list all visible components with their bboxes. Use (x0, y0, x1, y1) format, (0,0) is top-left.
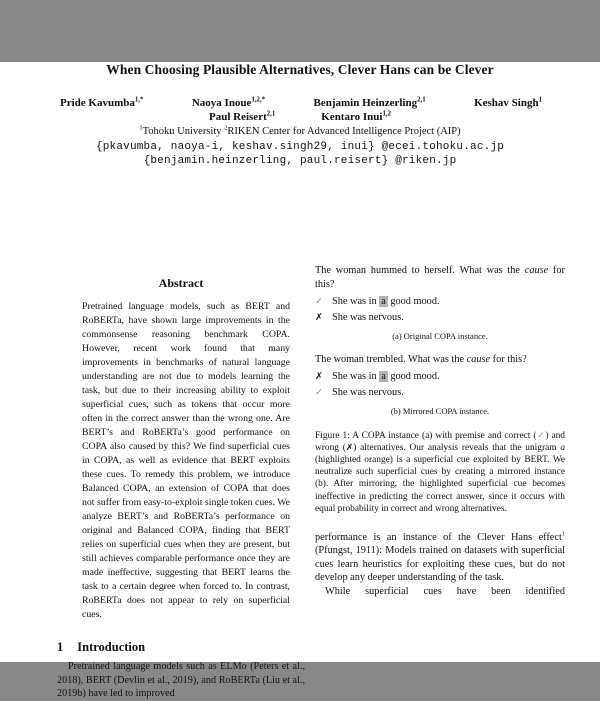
affiliation-line (0, 126, 600, 137)
abstract-text: Pretrained language models, such as BERT and RoBERTa, have shown large improvements in the commonsense reasoning benchmark COPA. However, recent work found that many improvements in benchmarks of natural language understanding are not due to models learning the task, but due to their increasing ability to exploit superficial cues, such as tokens that occur more often in the correct answer than the wrong one. Are BERT’s and RoBERTa’s good performance on COPA also caused by this? We find superficial cues in COPA, as well as evidence that BERT exploits these cues. To remedy this problem, we introduce Balanced COPA, an extension of COPA that does not suffer from easy-to-exploit single token cues. We analyze BERT’s and RoBERTa’s performance on original and Balanced COPA, finding that BERT relies on superficial cues when they are present, but still achieves comparable performance once they are made ineffective, suggesting that BERT learns the task to a certain degree when forced to. In contrast, RoBERTa does not appear to rely on superficial cues. (82, 301, 290, 620)
author-name: Paul Reisert (209, 111, 267, 123)
alt-segment: She was nervous. (332, 312, 404, 323)
alt-segment: She was in (332, 296, 380, 307)
cross-mark-icon: ✗ (345, 442, 354, 453)
author (209, 111, 275, 123)
wrong-alternative (315, 370, 565, 385)
author (321, 111, 391, 123)
section-heading-introduction (57, 640, 305, 655)
author-superscript: 2,1 (266, 110, 276, 118)
alternatives (315, 370, 565, 401)
author-name: Pride Kavumba (60, 97, 135, 109)
check-mark-icon: ✓ (315, 387, 323, 398)
alt-segment: She was in (332, 371, 380, 382)
cross-mark-icon: ✗ (315, 371, 323, 382)
affiliation-name: RIKEN Center for Advanced Intelligence Project (AIP) (227, 126, 461, 137)
premise-italic-word: cause (524, 265, 549, 276)
alternative-text (332, 295, 440, 310)
author-superscript: 1,* (134, 96, 144, 104)
figure1-caption (315, 430, 565, 515)
alt-segment: good mood. (387, 371, 440, 382)
authors-row-1 (60, 97, 542, 109)
author-superscript: 1 (538, 96, 542, 104)
author-superscript: 2,1 (417, 96, 426, 104)
intro-paragraph: Pretrained language models such as ELMo (Peters et al., 2018), BERT (Devlin et al., 2019), and RoBERTa (Liu et al., 2019b) have led to improved (57, 661, 305, 700)
section-title: Introduction (77, 640, 146, 654)
body-paragraph (315, 531, 565, 585)
premise-italic-word: cause (466, 353, 491, 365)
caption-segment: ) alternatives. Our analysis reveals that the unigram (353, 442, 561, 453)
premise-segment: for this? (315, 265, 565, 290)
author-superscript: 1,2 (382, 110, 391, 118)
author (474, 97, 542, 109)
right-column (315, 264, 565, 662)
alt-segment: She was nervous. (332, 387, 404, 398)
body-segment: performance is an instance of the Clever Hans effect (315, 531, 562, 543)
caption-cue-word: a (560, 442, 565, 453)
section-number: 1 (57, 640, 64, 654)
author-name: Benjamin Heinzerling (313, 97, 418, 109)
paper-page (0, 62, 600, 700)
cue-highlight: a (381, 371, 386, 382)
author (192, 97, 265, 109)
copa-example-a (315, 264, 565, 341)
body-paragraph: While superficial cues have been identified (325, 585, 565, 597)
author (314, 97, 426, 109)
subcaption-b: (b) Mirrored COPA instance. (390, 405, 490, 416)
alternatives (315, 295, 565, 326)
left-column (57, 269, 305, 700)
caption-segment: (highlighted orange) is a superficial cue exploited by BERT. We neutralize such superficial cues by creating a mirrored instance (b). After mirroring, the highlighted superficial cue becomes ineffective in predicting the correct answer, since it occurs with equal probability in correct and wrong alternatives. (315, 454, 565, 514)
copa-example-b (315, 353, 565, 416)
cue-highlight: a (381, 296, 386, 307)
caption-segment: Figure 1: A COPA instance (a) with premise and correct ( (315, 430, 537, 441)
correct-alternative (315, 386, 565, 401)
footnote-marker: 1 (561, 530, 565, 538)
author (60, 97, 143, 109)
premise-segment: The woman trembled. What was the (315, 353, 467, 365)
check-mark-icon: ✓ (315, 296, 323, 307)
authors-row-2 (0, 111, 600, 123)
cross-mark-icon: ✗ (315, 312, 323, 323)
subcaption-a: (a) Original COPA instance. (392, 330, 488, 341)
check-mark-icon: ✓ (536, 430, 546, 441)
author-superscript: 1,2,* (251, 96, 266, 104)
caption-segment: ) and wrong ( (315, 430, 565, 453)
premise-text (315, 264, 565, 291)
paper-title: When Choosing Plausible Alternatives, Clever Hans can be Clever (106, 62, 494, 77)
abstract-heading: Abstract (158, 276, 204, 290)
alternative-text (332, 311, 404, 326)
premise-segment: The woman hummed to herself. What was the (315, 265, 525, 276)
affiliation-name: Tohoku University (142, 126, 225, 137)
wrong-alternative (315, 311, 565, 326)
premise-segment: for this? (490, 353, 527, 365)
author-name: Kentaro Inui (321, 111, 383, 123)
premise-text (315, 353, 565, 367)
body-segment: (Pfungst, 1911): Models trained on datasets with superficial cues learn heuristics for exploiting these cues, but do not develop any deeper understanding of the task. (315, 545, 565, 584)
author-name: Keshav Singh (474, 97, 539, 109)
author-name: Naoya Inoue (191, 97, 252, 109)
affiliation-marker: 1 (139, 124, 143, 132)
correct-alternative (315, 295, 565, 310)
affiliation-marker: 2 (224, 124, 228, 132)
email-line: {pkavumba, naoya-i, keshav.singh29, inui} @ecei.tohoku.ac.jp (95, 141, 505, 153)
alt-segment: good mood. (387, 296, 440, 307)
alternative-text (332, 370, 440, 385)
alternative-text (332, 386, 404, 401)
email-line: {benjamin.heinzerling, paul.reisert} @riken.jp (143, 155, 457, 167)
